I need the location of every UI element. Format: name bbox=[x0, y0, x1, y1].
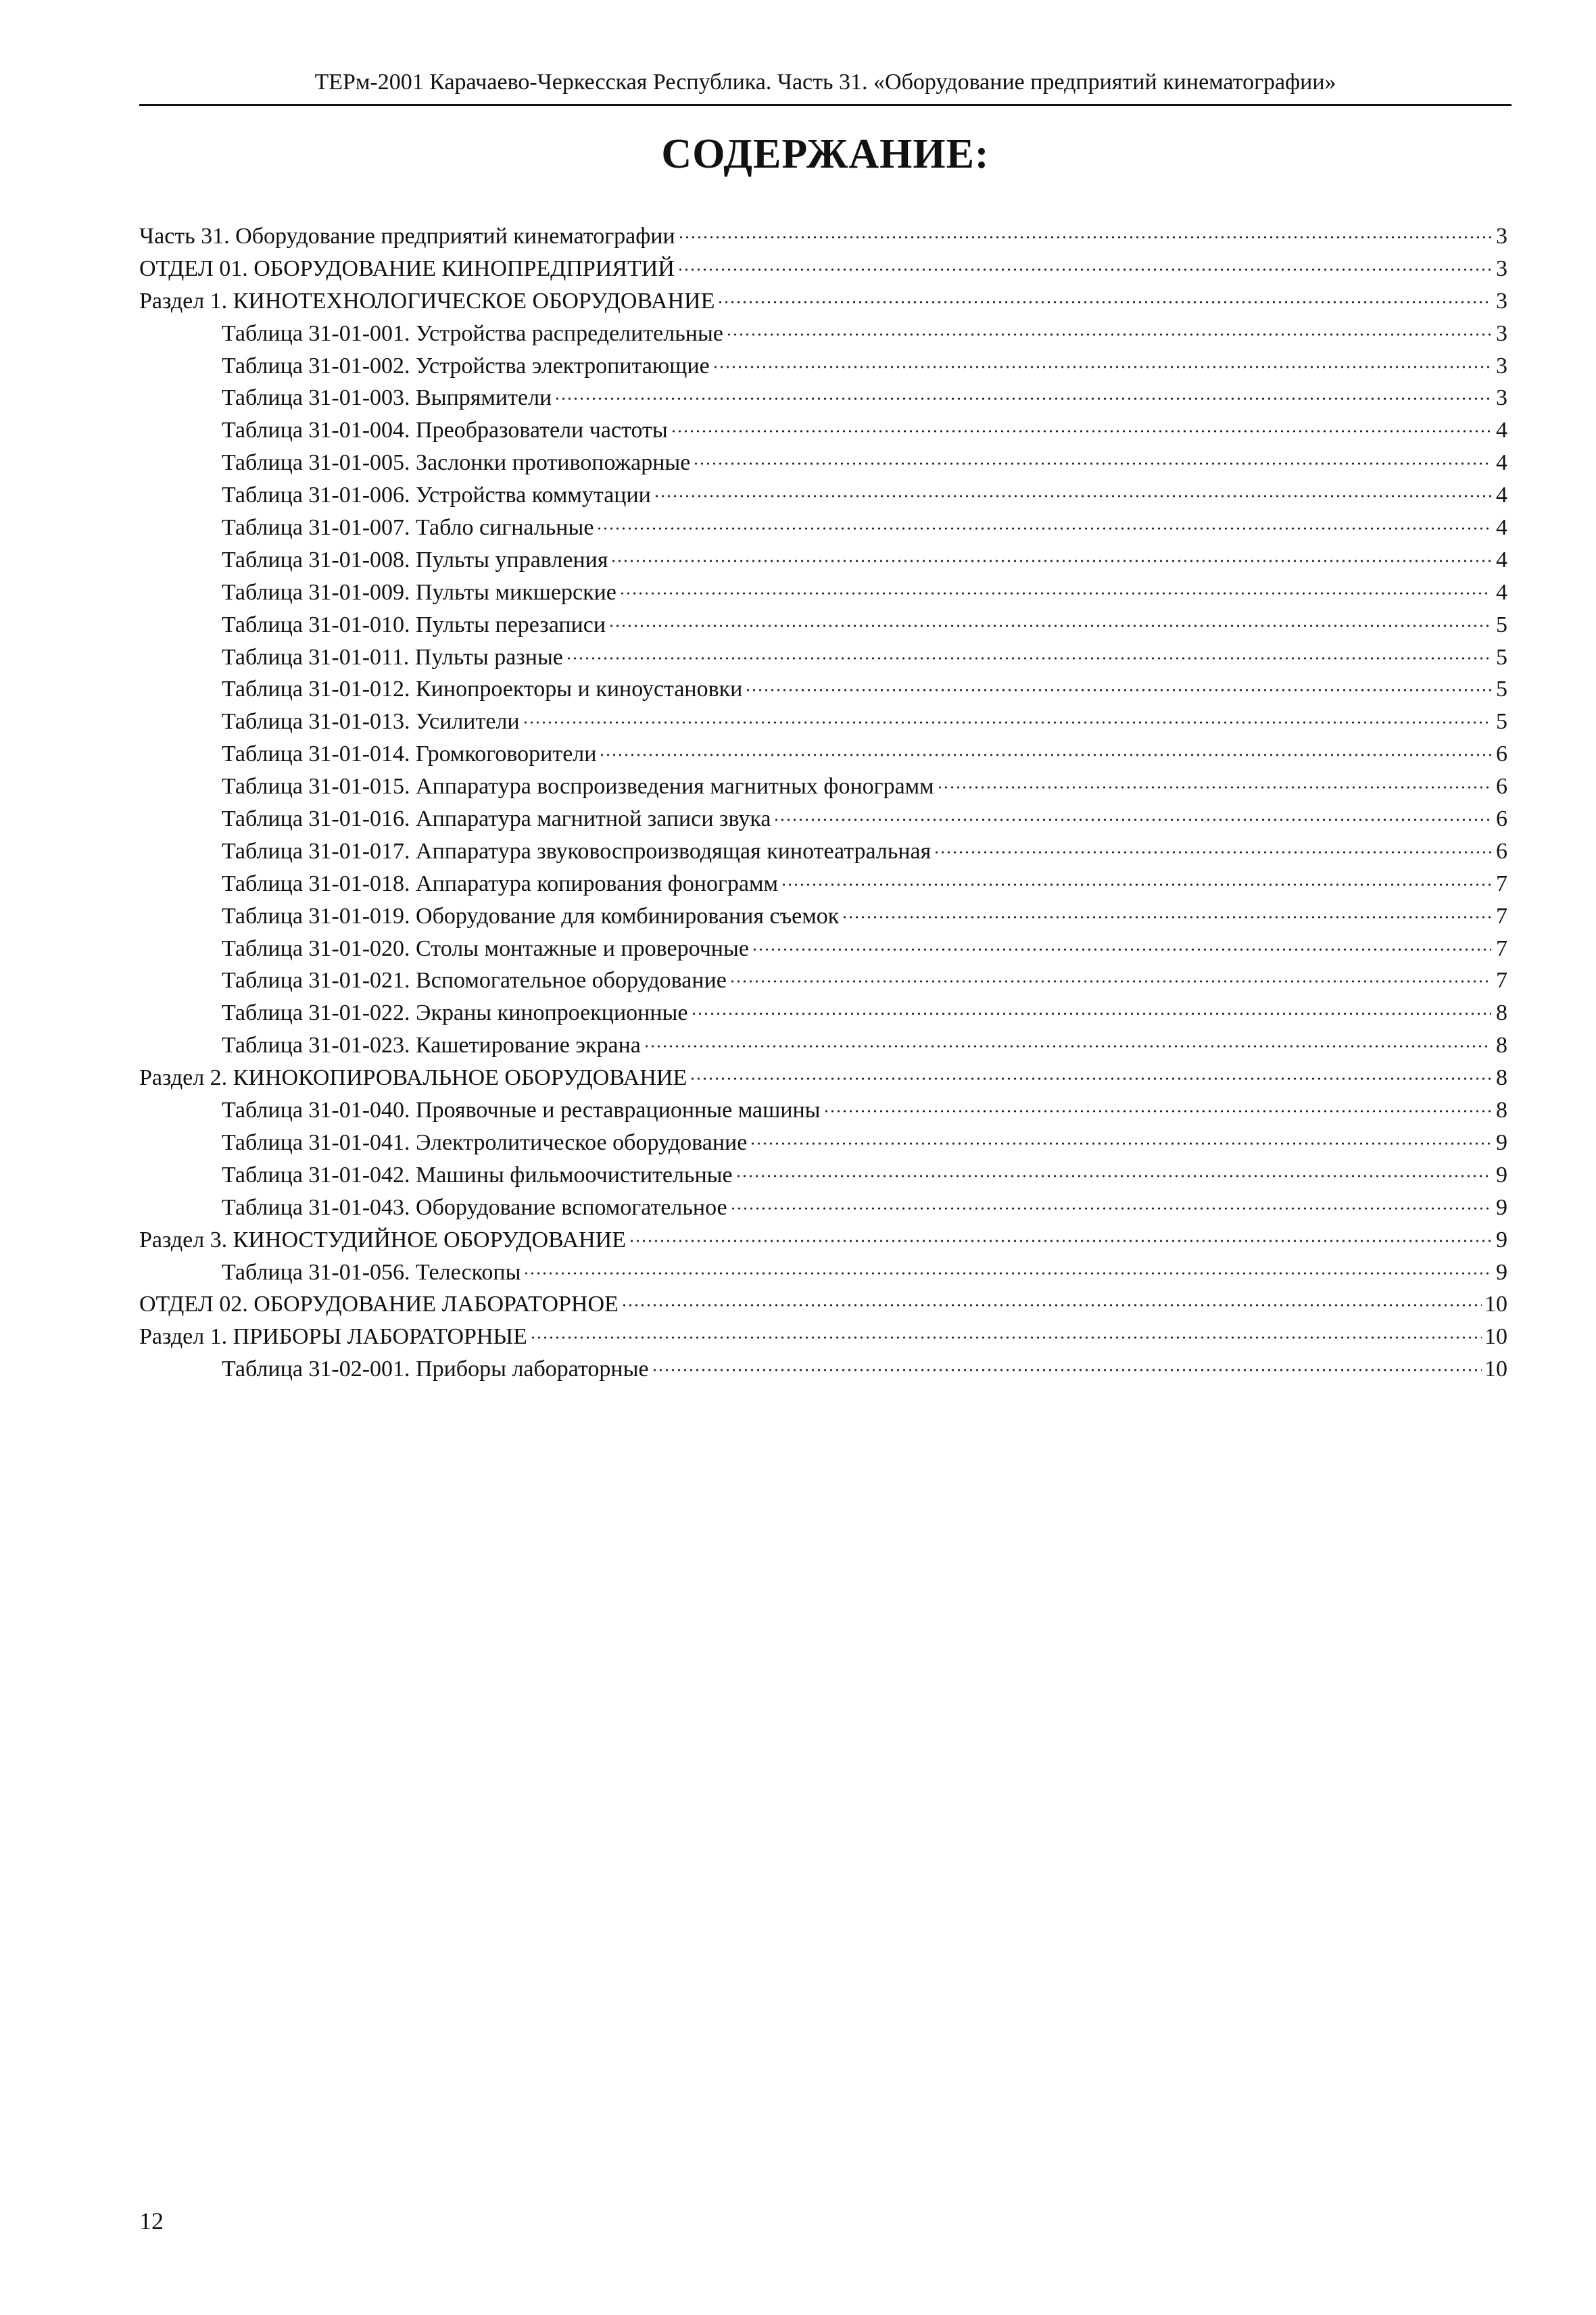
toc-entry-label: Таблица 31-01-007. Табло сигнальные bbox=[222, 515, 594, 541]
toc-entry-page: 7 bbox=[1496, 935, 1507, 961]
header-rule bbox=[139, 104, 1512, 106]
toc-table-entry[interactable] bbox=[139, 544, 1507, 577]
toc-entry-label: Таблица 31-01-017. Аппаратура звуковоспроизводящая кинотеатральная bbox=[222, 838, 932, 864]
toc-entry-label: Раздел 1. КИНОТЕХНОЛОГИЧЕСКОЕ ОБОРУДОВАНИЕ bbox=[139, 288, 715, 314]
dot-leader bbox=[523, 721, 1491, 725]
toc-entry-label: Таблица 31-01-042. Машины фильмоочистительные bbox=[222, 1162, 733, 1188]
toc-entry-label: Таблица 31-01-015. Аппаратура воспроизведения магнитных фонограмм bbox=[222, 774, 934, 800]
toc-section-entry[interactable] bbox=[139, 285, 1507, 318]
toc-entry-label: Таблица 31-01-008. Пульты управления bbox=[222, 547, 608, 572]
dot-leader bbox=[610, 559, 1491, 563]
toc-table-entry[interactable] bbox=[139, 447, 1507, 479]
dot-leader bbox=[566, 656, 1491, 660]
toc-entry-page: 6 bbox=[1496, 838, 1507, 864]
toc-section-entry[interactable] bbox=[139, 1321, 1507, 1353]
toc-entry-label: Таблица 31-01-016. Аппаратура магнитной записи звука bbox=[222, 806, 771, 832]
toc-entry-page: 4 bbox=[1496, 418, 1507, 443]
toc-entry-label: Таблица 31-01-040. Проявочные и реставрационные машины bbox=[222, 1098, 821, 1123]
toc-entry-page: 10 bbox=[1484, 1292, 1507, 1317]
toc-table-entry[interactable] bbox=[139, 512, 1507, 544]
toc-entry-page: 5 bbox=[1496, 709, 1507, 735]
toc-entry-page: 9 bbox=[1496, 1129, 1507, 1155]
running-header: ТЕРм-2001 Карачаево-Черкесская Республика. Часть 31. «Оборудование предприятий кинематографии» bbox=[314, 70, 1336, 95]
dot-leader bbox=[730, 1207, 1491, 1211]
toc-entry-label: Таблица 31-01-003. Выпрямители bbox=[222, 385, 552, 411]
toc-entry-label: Таблица 31-02-001. Приборы лабораторные bbox=[222, 1357, 649, 1382]
toc-table-entry[interactable] bbox=[139, 1159, 1507, 1192]
toc-entry-page: 7 bbox=[1496, 871, 1507, 896]
toc-table-entry[interactable] bbox=[139, 868, 1507, 900]
dot-leader bbox=[629, 1239, 1491, 1243]
toc-table-entry[interactable] bbox=[139, 835, 1507, 868]
toc-section-entry[interactable] bbox=[139, 220, 1507, 253]
toc-entry-label: Часть 31. Оборудование предприятий кинематографии bbox=[139, 224, 675, 249]
toc-entry-page: 3 bbox=[1496, 320, 1507, 346]
toc-entry-page: 5 bbox=[1496, 612, 1507, 637]
dot-leader bbox=[523, 1271, 1491, 1275]
table-of-contents bbox=[139, 220, 1507, 1386]
dot-leader bbox=[621, 1303, 1482, 1307]
toc-table-entry[interactable] bbox=[139, 1192, 1507, 1224]
toc-entry-page: 3 bbox=[1496, 288, 1507, 314]
toc-entry-page: 5 bbox=[1496, 677, 1507, 702]
toc-table-entry[interactable] bbox=[139, 1353, 1507, 1386]
toc-section-entry[interactable] bbox=[139, 253, 1507, 285]
dot-leader bbox=[712, 365, 1491, 369]
toc-entry-label: Таблица 31-01-013. Усилители bbox=[222, 709, 520, 735]
toc-table-entry[interactable] bbox=[139, 706, 1507, 738]
toc-entry-label: Раздел 1. ПРИБОРЫ ЛАБОРАТОРНЫЕ bbox=[139, 1324, 527, 1350]
toc-table-entry[interactable] bbox=[139, 609, 1507, 641]
toc-table-entry[interactable] bbox=[139, 1029, 1507, 1062]
dot-leader bbox=[934, 850, 1491, 854]
toc-entry-label: Таблица 31-01-056. Телескопы bbox=[222, 1259, 521, 1285]
toc-entry-page: 5 bbox=[1496, 644, 1507, 670]
dot-leader bbox=[644, 1044, 1491, 1048]
toc-table-entry[interactable] bbox=[139, 1257, 1507, 1289]
toc-table-entry[interactable] bbox=[139, 350, 1507, 383]
page-title: СОДЕРЖАНИЕ: bbox=[661, 131, 990, 177]
toc-entry-page: 9 bbox=[1496, 1227, 1507, 1252]
toc-entry-page: 9 bbox=[1496, 1259, 1507, 1285]
toc-entry-label: Таблица 31-01-001. Устройства распределительные bbox=[222, 320, 723, 346]
toc-entry-label: Таблица 31-01-012. Кинопроекторы и киноустановки bbox=[222, 677, 743, 702]
page-number: 12 bbox=[139, 2208, 164, 2235]
toc-table-entry[interactable] bbox=[139, 1094, 1507, 1127]
toc-entry-page: 8 bbox=[1496, 1000, 1507, 1026]
dot-leader bbox=[773, 818, 1491, 822]
toc-entry-label: Таблица 31-01-014. Громкоговорители bbox=[222, 741, 597, 767]
toc-section-entry[interactable] bbox=[139, 1224, 1507, 1257]
toc-table-entry[interactable] bbox=[139, 965, 1507, 997]
dot-leader bbox=[752, 948, 1491, 952]
toc-table-entry[interactable] bbox=[139, 933, 1507, 965]
toc-entry-page: 3 bbox=[1496, 353, 1507, 379]
toc-entry-page: 4 bbox=[1496, 450, 1507, 476]
toc-entry-page: 9 bbox=[1496, 1162, 1507, 1188]
toc-entry-label: Таблица 31-01-041. Электролитическое оборудование bbox=[222, 1129, 748, 1155]
dot-leader bbox=[750, 1142, 1491, 1146]
toc-entry-label: Таблица 31-01-043. Оборудование вспомогательное bbox=[222, 1194, 727, 1220]
dot-leader bbox=[619, 591, 1491, 595]
toc-table-entry[interactable] bbox=[139, 1127, 1507, 1159]
dot-leader bbox=[599, 753, 1491, 757]
toc-entry-label: Таблица 31-01-002. Устройства электропитающие bbox=[222, 353, 710, 379]
dot-leader bbox=[729, 979, 1491, 983]
dot-leader bbox=[693, 462, 1491, 466]
toc-table-entry[interactable] bbox=[139, 641, 1507, 674]
toc-entry-label: Таблица 31-01-018. Аппаратура копирования фонограмм bbox=[222, 871, 779, 896]
toc-entry-page: 3 bbox=[1496, 255, 1507, 281]
toc-entry-label: Раздел 2. КИНОКОПИРОВАЛЬНОЕ ОБОРУДОВАНИЕ bbox=[139, 1065, 687, 1091]
dot-leader bbox=[671, 429, 1491, 433]
toc-entry-page: 4 bbox=[1496, 547, 1507, 572]
dot-leader bbox=[596, 527, 1491, 531]
dot-leader bbox=[842, 915, 1491, 919]
toc-table-entry[interactable] bbox=[139, 673, 1507, 706]
dot-leader bbox=[678, 235, 1491, 239]
toc-entry-page: 7 bbox=[1496, 968, 1507, 994]
toc-entry-page: 8 bbox=[1496, 1098, 1507, 1123]
dot-leader bbox=[691, 1012, 1492, 1016]
dot-leader bbox=[654, 494, 1491, 498]
toc-entry-page: 6 bbox=[1496, 774, 1507, 800]
toc-entry-label: ОТДЕЛ 01. ОБОРУДОВАНИЕ КИНОПРЕДПРИЯТИЙ bbox=[139, 255, 675, 281]
toc-entry-label: Таблица 31-01-009. Пульты микшерские bbox=[222, 579, 616, 605]
toc-entry-label: Раздел 3. КИНОСТУДИЙНОЕ ОБОРУДОВАНИЕ bbox=[139, 1227, 626, 1252]
dot-leader bbox=[608, 624, 1491, 628]
toc-entry-page: 9 bbox=[1496, 1194, 1507, 1220]
toc-entry-page: 4 bbox=[1496, 483, 1507, 508]
toc-entry-label: Таблица 31-01-010. Пульты перезаписи bbox=[222, 612, 606, 637]
dot-leader bbox=[530, 1336, 1482, 1340]
toc-entry-page: 3 bbox=[1496, 385, 1507, 411]
toc-entry-label: ОТДЕЛ 02. ОБОРУДОВАНИЕ ЛАБОРАТОРНОЕ bbox=[139, 1292, 619, 1317]
dot-leader bbox=[937, 785, 1491, 789]
toc-entry-page: 3 bbox=[1496, 224, 1507, 249]
dot-leader bbox=[677, 268, 1491, 272]
toc-entry-page: 6 bbox=[1496, 741, 1507, 767]
dot-leader bbox=[726, 333, 1491, 337]
toc-entry-label: Таблица 31-01-020. Столы монтажные и проверочные bbox=[222, 935, 749, 961]
toc-table-entry[interactable] bbox=[139, 382, 1507, 414]
toc-table-entry[interactable] bbox=[139, 997, 1507, 1029]
toc-entry-label: Таблица 31-01-022. Экраны кинопроекционные bbox=[222, 1000, 688, 1026]
toc-entry-label: Таблица 31-01-023. Кашетирование экрана bbox=[222, 1033, 641, 1058]
toc-entry-page: 8 bbox=[1496, 1033, 1507, 1058]
toc-table-entry[interactable] bbox=[139, 900, 1507, 933]
toc-table-entry[interactable] bbox=[139, 738, 1507, 771]
toc-section-entry[interactable] bbox=[139, 1288, 1507, 1321]
dot-leader bbox=[735, 1174, 1491, 1178]
toc-entry-page: 7 bbox=[1496, 903, 1507, 929]
toc-entry-page: 8 bbox=[1496, 1065, 1507, 1091]
toc-entry-page: 4 bbox=[1496, 515, 1507, 541]
toc-table-entry[interactable] bbox=[139, 318, 1507, 350]
dot-leader bbox=[781, 883, 1491, 887]
toc-entry-label: Таблица 31-01-019. Оборудование для комбинирования съемок bbox=[222, 903, 840, 929]
dot-leader bbox=[717, 300, 1491, 304]
toc-table-entry[interactable] bbox=[139, 577, 1507, 609]
toc-entry-label: Таблица 31-01-021. Вспомогательное оборудование bbox=[222, 968, 727, 994]
toc-section-entry[interactable] bbox=[139, 1062, 1507, 1094]
dot-leader bbox=[652, 1368, 1482, 1372]
toc-entry-page: 10 bbox=[1484, 1324, 1507, 1350]
dot-leader bbox=[554, 397, 1491, 401]
toc-entry-label: Таблица 31-01-005. Заслонки противопожарные bbox=[222, 450, 691, 476]
toc-table-entry[interactable] bbox=[139, 771, 1507, 803]
toc-entry-page: 10 bbox=[1484, 1357, 1507, 1382]
toc-entry-label: Таблица 31-01-006. Устройства коммутации bbox=[222, 483, 651, 508]
toc-entry-page: 4 bbox=[1496, 579, 1507, 605]
toc-table-entry[interactable] bbox=[139, 414, 1507, 447]
dot-leader bbox=[745, 688, 1491, 692]
toc-table-entry[interactable] bbox=[139, 479, 1507, 512]
toc-table-entry[interactable] bbox=[139, 803, 1507, 835]
dot-leader bbox=[690, 1077, 1491, 1081]
dot-leader bbox=[823, 1109, 1491, 1113]
toc-entry-page: 6 bbox=[1496, 806, 1507, 832]
toc-entry-label: Таблица 31-01-004. Преобразователи частоты bbox=[222, 418, 668, 443]
toc-entry-label: Таблица 31-01-011. Пульты разные bbox=[222, 644, 563, 670]
